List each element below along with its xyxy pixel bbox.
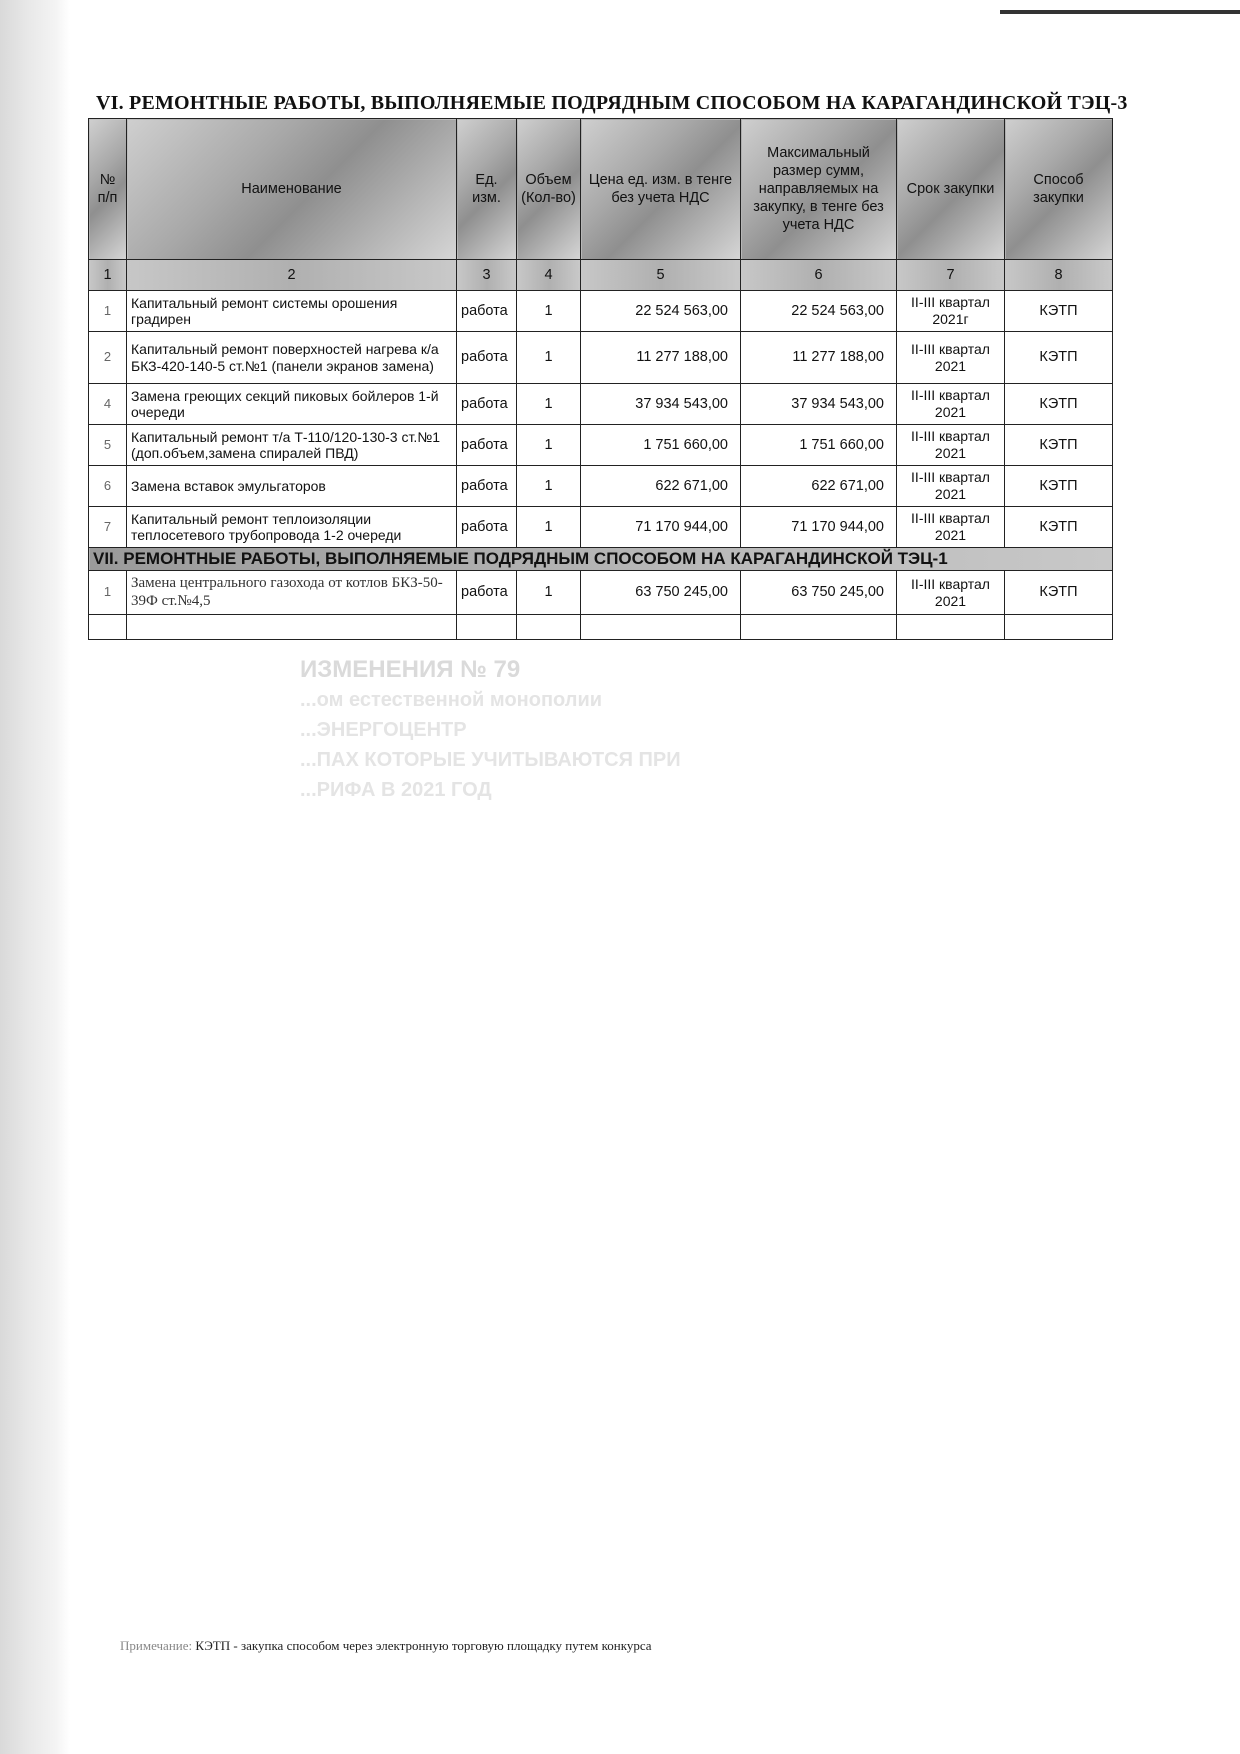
table-row bbox=[89, 425, 1113, 466]
cell-method: КЭТП bbox=[1005, 384, 1113, 425]
cell-num: 4 bbox=[89, 384, 127, 425]
table-row bbox=[89, 291, 1113, 332]
cell-term: II-III квартал 2021 bbox=[897, 425, 1005, 466]
cell-volume: 1 bbox=[517, 332, 581, 384]
cell-name: Капитальный ремонт поверхностей нагрева к/а БКЗ-420-140-5 ст.№1 (панели экранов замена) bbox=[127, 332, 457, 384]
cell-max-sum: 63 750 245,00 bbox=[741, 571, 897, 615]
cell-method: КЭТП bbox=[1005, 571, 1113, 615]
stamp-line-4: ...ПАХ КОТОРЫЕ УЧИТЫВАЮТСЯ ПРИ bbox=[300, 749, 681, 771]
cell-price: 622 671,00 bbox=[581, 466, 741, 507]
scan-top-edge-line bbox=[1000, 10, 1240, 14]
cell-max-sum: 22 524 563,00 bbox=[741, 291, 897, 332]
column-number: 7 bbox=[897, 260, 1005, 291]
cell-unit: работа bbox=[457, 571, 517, 615]
cell-volume: 1 bbox=[517, 384, 581, 425]
footnote bbox=[120, 1638, 652, 1654]
cell-term: II-III квартал 2021г bbox=[897, 291, 1005, 332]
table-row bbox=[89, 507, 1113, 548]
cell-unit: работа bbox=[457, 425, 517, 466]
cell-num: 1 bbox=[89, 291, 127, 332]
section-7-title: VII. РЕМОНТНЫЕ РАБОТЫ, ВЫПОЛНЯЕМЫЕ ПОДРЯДНЫМ СПОСОБОМ НА КАРАГАНДИНСКОЙ ТЭЦ-1 bbox=[89, 548, 1113, 571]
stamp-line-3: ...ЭНЕРГОЦЕНТР bbox=[300, 719, 467, 741]
cell-unit: работа bbox=[457, 466, 517, 507]
header-num: № п/п bbox=[89, 119, 127, 260]
stamp-line-2: ...ом естественной монополии bbox=[300, 689, 603, 711]
header-name: Наименование bbox=[127, 119, 457, 260]
cell-volume: 1 bbox=[517, 466, 581, 507]
header-term: Срок закупки bbox=[897, 119, 1005, 260]
cell-max-sum: 11 277 188,00 bbox=[741, 332, 897, 384]
scan-left-margin bbox=[0, 0, 70, 1754]
empty-cell bbox=[897, 615, 1005, 640]
footnote-text: КЭТП - закупка способом через электронную торговую площадку путем конкурса bbox=[192, 1638, 652, 1653]
cell-term: II-III квартал 2021 bbox=[897, 332, 1005, 384]
stamp-line-5: ...РИФА В 2021 ГОД bbox=[300, 779, 492, 801]
column-number: 3 bbox=[457, 260, 517, 291]
cell-num: 5 bbox=[89, 425, 127, 466]
cell-max-sum: 71 170 944,00 bbox=[741, 507, 897, 548]
cell-volume: 1 bbox=[517, 507, 581, 548]
cell-price: 11 277 188,00 bbox=[581, 332, 741, 384]
empty-cell bbox=[1005, 615, 1113, 640]
cell-price: 1 751 660,00 bbox=[581, 425, 741, 466]
cell-method: КЭТП bbox=[1005, 425, 1113, 466]
section-6-title: VI. РЕМОНТНЫЕ РАБОТЫ, ВЫПОЛНЯЕМЫЕ ПОДРЯДНЫМ СПОСОБОМ НА КАРАГАНДИНСКОЙ ТЭЦ-3 bbox=[96, 92, 1128, 114]
table-row bbox=[89, 571, 1113, 615]
cell-unit: работа bbox=[457, 507, 517, 548]
cell-price: 22 524 563,00 bbox=[581, 291, 741, 332]
cell-volume: 1 bbox=[517, 425, 581, 466]
cell-price: 37 934 543,00 bbox=[581, 384, 741, 425]
section-7-row bbox=[89, 548, 1113, 571]
cell-method: КЭТП bbox=[1005, 507, 1113, 548]
faded-background-stamp bbox=[300, 655, 820, 805]
empty-cell bbox=[517, 615, 581, 640]
cell-name: Капитальный ремонт системы орошения градирен bbox=[127, 291, 457, 332]
cell-volume: 1 bbox=[517, 571, 581, 615]
cell-num: 6 bbox=[89, 466, 127, 507]
column-number: 5 bbox=[581, 260, 741, 291]
cell-unit: работа bbox=[457, 332, 517, 384]
empty-cell bbox=[581, 615, 741, 640]
empty-cell bbox=[89, 615, 127, 640]
header-method: Способ закупки bbox=[1005, 119, 1113, 260]
cell-method: КЭТП bbox=[1005, 466, 1113, 507]
empty-cell bbox=[457, 615, 517, 640]
cell-name: Замена вставок эмульгаторов bbox=[127, 466, 457, 507]
cell-max-sum: 622 671,00 bbox=[741, 466, 897, 507]
column-number: 8 bbox=[1005, 260, 1113, 291]
cell-price: 71 170 944,00 bbox=[581, 507, 741, 548]
cell-name: Капитальный ремонт т/а Т-110/120-130-3 ст.№1 (доп.объем,замена спиралей ПВД) bbox=[127, 425, 457, 466]
column-number: 1 bbox=[89, 260, 127, 291]
header-unit: Ед. изм. bbox=[457, 119, 517, 260]
cell-name: Замена греющих секций пиковых бойлеров 1-й очереди bbox=[127, 384, 457, 425]
cell-num: 7 bbox=[89, 507, 127, 548]
footnote-label: Примечание: bbox=[120, 1638, 193, 1653]
empty-row bbox=[89, 615, 1113, 640]
column-number: 4 bbox=[517, 260, 581, 291]
header-price: Цена ед. изм. в тенге без учета НДС bbox=[581, 119, 741, 260]
cell-num: 1 bbox=[89, 571, 127, 615]
cell-term: II-III квартал 2021 bbox=[897, 571, 1005, 615]
cell-method: КЭТП bbox=[1005, 332, 1113, 384]
cell-term: II-III квартал 2021 bbox=[897, 466, 1005, 507]
table-row bbox=[89, 466, 1113, 507]
cell-volume: 1 bbox=[517, 291, 581, 332]
empty-cell bbox=[127, 615, 457, 640]
cell-term: II-III квартал 2021 bbox=[897, 384, 1005, 425]
cell-unit: работа bbox=[457, 291, 517, 332]
column-number-row bbox=[89, 260, 1113, 291]
cell-name: Капитальный ремонт теплоизоляции теплосетевого трубопровода 1-2 очереди bbox=[127, 507, 457, 548]
table-header-row bbox=[89, 119, 1113, 260]
column-number: 6 bbox=[741, 260, 897, 291]
cell-name: Замена центрального газохода от котлов БКЗ-50-39Ф ст.№4,5 bbox=[127, 571, 457, 615]
cell-unit: работа bbox=[457, 384, 517, 425]
header-max-sum: Максимальный размер сумм, направляемых на закупку, в тенге без учета НДС bbox=[741, 119, 897, 260]
header-volume: Объем (Кол-во) bbox=[517, 119, 581, 260]
empty-cell bbox=[741, 615, 897, 640]
cell-method: КЭТП bbox=[1005, 291, 1113, 332]
cell-max-sum: 1 751 660,00 bbox=[741, 425, 897, 466]
repair-works-table bbox=[88, 118, 1113, 640]
cell-term: II-III квартал 2021 bbox=[897, 507, 1005, 548]
column-number: 2 bbox=[127, 260, 457, 291]
cell-num: 2 bbox=[89, 332, 127, 384]
table-row bbox=[89, 384, 1113, 425]
cell-max-sum: 37 934 543,00 bbox=[741, 384, 897, 425]
table-row bbox=[89, 332, 1113, 384]
cell-price: 63 750 245,00 bbox=[581, 571, 741, 615]
stamp-line-1: ИЗМЕНЕНИЯ № 79 bbox=[300, 656, 521, 683]
